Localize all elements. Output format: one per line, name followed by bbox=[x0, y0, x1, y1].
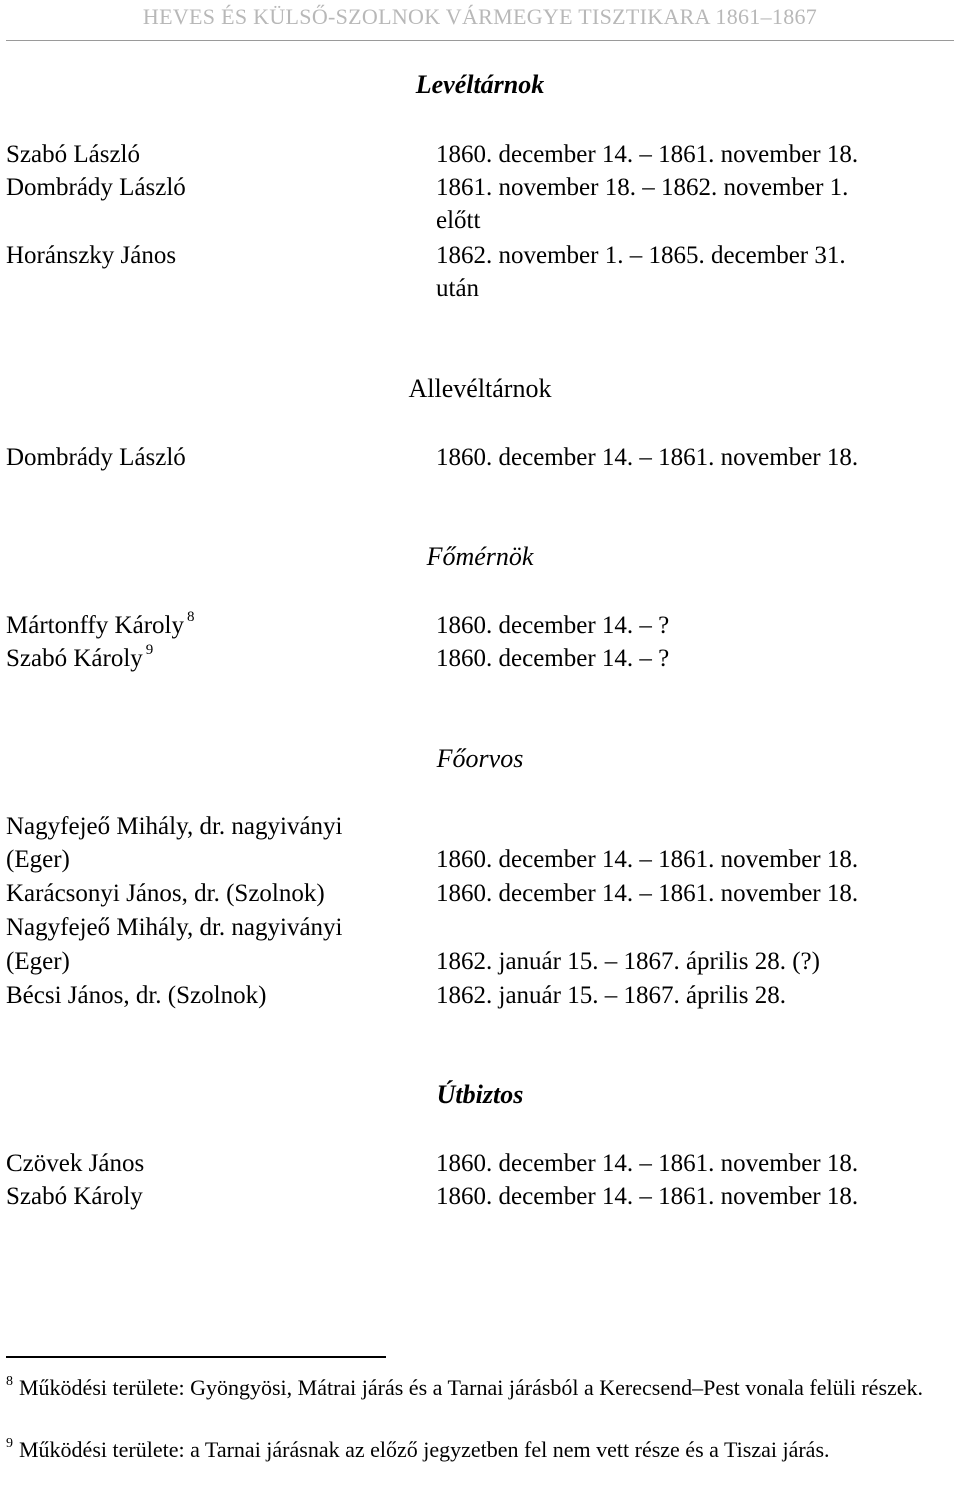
footnote-9 bbox=[6, 1434, 954, 1469]
footnote-mark: 8 bbox=[6, 1374, 13, 1389]
person-name: Horánszky János bbox=[6, 242, 177, 269]
table-row-name-line bbox=[6, 912, 954, 944]
person-name: Szabó László bbox=[6, 141, 140, 168]
footnote-mark: 9 bbox=[6, 1436, 13, 1451]
table-row bbox=[6, 442, 954, 474]
person-name-text: Szabó Károly bbox=[6, 645, 143, 672]
tenure-dates: 1860. december 14. – 1861. november 18. bbox=[436, 846, 859, 873]
person-name-line1: Nagyfejeő Mihály, dr. nagyiványi bbox=[6, 914, 343, 941]
person-name bbox=[6, 610, 194, 645]
section-title-leveltarnok: Levéltárnok bbox=[415, 70, 545, 99]
person-name-line1: Nagyfejeő Mihály, dr. nagyiványi bbox=[6, 813, 343, 840]
table-row bbox=[6, 980, 954, 1012]
tenure-dates: 1860. december 14. – 1861. november 18. bbox=[436, 141, 859, 168]
tenure-dates: 1862. január 15. – 1867. április 28. (?) bbox=[436, 948, 820, 975]
table-row bbox=[6, 946, 954, 978]
person-name: Dombrády László bbox=[6, 444, 186, 471]
tenure-dates: 1860. december 14. – 1861. november 18. bbox=[436, 1183, 859, 1210]
person-name: (Eger) bbox=[6, 846, 70, 873]
person-name: Bécsi János, dr. (Szolnok) bbox=[6, 982, 267, 1009]
table-row bbox=[6, 1148, 954, 1180]
person-name: Dombrády László bbox=[6, 174, 186, 201]
tenure-dates: 1860. december 14. – ? bbox=[436, 645, 670, 672]
table-row bbox=[6, 240, 954, 272]
person-name: Czövek János bbox=[6, 1150, 145, 1177]
table-row bbox=[6, 844, 954, 876]
table-row-name-line bbox=[6, 811, 954, 843]
section-title-foorvos: Főorvos bbox=[436, 744, 524, 773]
tenure-dates: 1860. december 14. – 1861. november 18. bbox=[436, 880, 859, 907]
table-row-continuation bbox=[6, 273, 954, 305]
person-name bbox=[6, 643, 153, 678]
section-title-fomernok: Főmérnök bbox=[426, 542, 534, 571]
table-row bbox=[6, 1181, 954, 1213]
section-title-alleveltarnok: Allevéltárnok bbox=[408, 374, 552, 403]
table-row bbox=[6, 878, 954, 910]
person-name: (Eger) bbox=[6, 948, 70, 975]
footnote-ref: 8 bbox=[186, 609, 195, 625]
person-name: Szabó Károly bbox=[6, 1183, 143, 1210]
table-row bbox=[6, 610, 954, 642]
table-row bbox=[6, 643, 954, 675]
tenure-dates-note: előtt bbox=[436, 207, 481, 234]
tenure-dates: 1862. november 1. – 1865. december 31. bbox=[436, 242, 846, 269]
person-name-text: Mártonffy Károly bbox=[6, 612, 184, 639]
tenure-dates-note: után bbox=[436, 275, 480, 302]
person-name: Karácsonyi János, dr. (Szolnok) bbox=[6, 880, 325, 907]
tenure-dates: 1860. december 14. – ? bbox=[436, 612, 670, 639]
header-divider bbox=[6, 40, 954, 41]
table-row bbox=[6, 139, 954, 171]
footnote-8 bbox=[6, 1372, 954, 1407]
table-row bbox=[6, 172, 954, 204]
footnote-text: Működési területe: a Tarnai járásnak az előző jegyzetben fel nem vett része és a Tiszai járás. bbox=[19, 1437, 830, 1462]
tenure-dates: 1860. december 14. – 1861. november 18. bbox=[436, 444, 859, 471]
table-row-continuation bbox=[6, 205, 954, 237]
footnote-ref: 9 bbox=[145, 642, 154, 658]
running-header: HEVES ÉS KÜLSŐ-SZOLNOK VÁRMEGYE TISZTIKARA 1861–1867 bbox=[142, 4, 818, 29]
footnote-text: Működési területe: Gyöngyösi, Mátrai járás és a Tarnai járásból a Kerecsend–Pest vonala felüli részek. bbox=[19, 1375, 924, 1400]
tenure-dates: 1860. december 14. – 1861. november 18. bbox=[436, 1150, 859, 1177]
tenure-dates: 1862. január 15. – 1867. április 28. bbox=[436, 982, 786, 1009]
section-title-utbiztos: Útbiztos bbox=[436, 1080, 524, 1109]
tenure-dates: 1861. november 18. – 1862. november 1. bbox=[436, 174, 849, 201]
footnote-divider bbox=[6, 1356, 386, 1358]
